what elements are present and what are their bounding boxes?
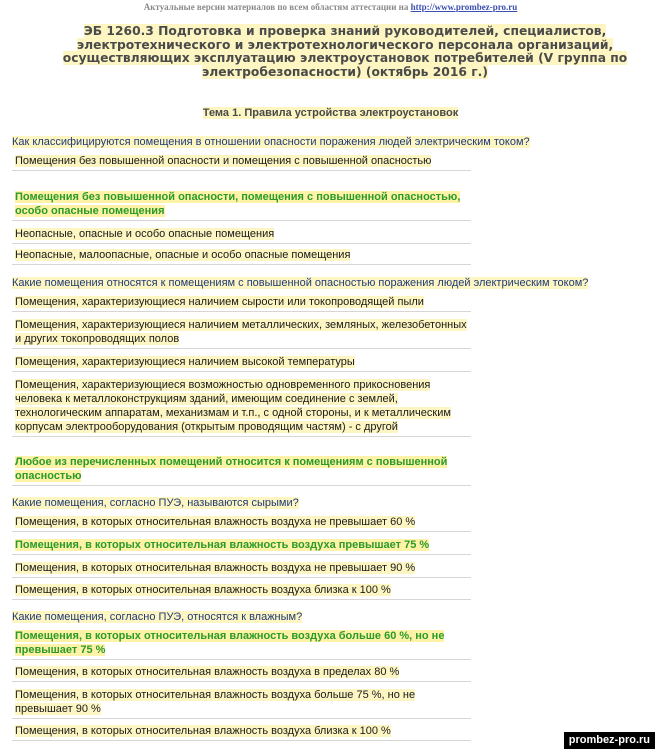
answer-2-3 bbox=[12, 353, 471, 372]
answer-2-4 bbox=[12, 376, 471, 437]
watermark: prombez-pro.ru bbox=[564, 732, 655, 749]
answer-1-3 bbox=[12, 225, 471, 244]
answer-4-3 bbox=[12, 686, 471, 719]
question-1 bbox=[12, 135, 652, 149]
question-1-text: Как классифицируются помещения в отношении опасности поражения людей электрическим током? bbox=[12, 136, 530, 148]
answer-3-4 bbox=[12, 581, 471, 600]
answer-2-4-text: Помещения, характеризующиеся возможностью одновременного прикосновения человека к металлоконструкциям зданий, имеющим соединение с землей, технологическим аппаратам, механизмам и т.п., с одной стороны, и к металлическим корпусам электрооборудования (открытым проводящим частям) - с другой bbox=[15, 379, 451, 433]
topic-heading-text: Тема 1. Правила устройства электроустановок bbox=[202, 107, 459, 119]
answer-3-4-text: Помещения, в которых относительная влажность воздуха близка к 100 % bbox=[15, 584, 391, 596]
answer-4-2-text: Помещения, в которых относительная влажность воздуха в пределах 80 % bbox=[15, 666, 400, 678]
answer-3-1 bbox=[12, 513, 471, 532]
answer-2-2 bbox=[12, 316, 471, 349]
answer-2-2-text: Помещения, характеризующиеся наличием металлических, земляных, железобетонных и других токопроводящих полов bbox=[15, 319, 467, 345]
answer-4-4 bbox=[12, 722, 471, 741]
top-banner bbox=[0, 2, 661, 12]
answer-2-3-text: Помещения, характеризующиеся наличием высокой температуры bbox=[15, 356, 355, 368]
question-4-text: Какие помещения, согласно ПУЭ, относятся к влажным? bbox=[12, 611, 303, 623]
question-3-text: Какие помещения, согласно ПУЭ, называются сырыми? bbox=[12, 497, 299, 509]
document-title-text: ЭБ 1260.3 Подготовка и проверка знаний руководителей, специалистов, электротехнического и электротехнологического персонала организаций, осуществляющих эксплуатацию электроустановок потребителей (V группа по электробезопасности) (октябрь 2016 г.) bbox=[62, 24, 628, 79]
answer-3-3 bbox=[12, 559, 471, 578]
answer-4-2 bbox=[12, 663, 471, 682]
answer-4-4-text: Помещения, в которых относительная влажность воздуха близка к 100 % bbox=[15, 725, 391, 737]
banner-text: Актуальные версии материалов по всем областям аттестации на bbox=[143, 2, 409, 12]
answer-1-4 bbox=[12, 246, 471, 265]
answer-1-4-text: Неопасные, малоопасные, опасные и особо опасные помещения bbox=[15, 249, 351, 261]
answer-2-5-text: Любое из перечисленных помещений относится к помещениям с повышенной опасностью bbox=[15, 456, 448, 482]
answer-4-3-text: Помещения, в которых относительная влажность воздуха больше 75 %, но не превышает 90 % bbox=[15, 689, 416, 715]
answer-1-1 bbox=[12, 152, 471, 171]
answer-1-2-text: Помещения без повышенной опасности, помещения с повышенной опасностью, особо опасные помещения bbox=[15, 191, 461, 217]
site-link[interactable]: http://www.prombez-pro.ru bbox=[410, 2, 518, 12]
question-3 bbox=[12, 496, 652, 510]
answer-2-5-correct bbox=[12, 453, 471, 486]
answer-3-2-text: Помещения, в которых относительная влажность воздуха превышает 75 % bbox=[15, 539, 430, 551]
document-title bbox=[60, 25, 630, 79]
question-2-text: Какие помещения относятся к помещениям с повышенной опасностью поражения людей электрическим током? bbox=[12, 277, 589, 289]
answer-3-2-correct bbox=[12, 536, 471, 555]
answer-1-3-text: Неопасные, опасные и особо опасные помещения bbox=[15, 228, 275, 240]
answer-4-1-text: Помещения, в которых относительная влажность воздуха больше 60 %, но не превышает 75 % bbox=[15, 630, 445, 656]
answer-1-2-correct bbox=[12, 188, 471, 221]
answer-1-1-text: Помещения без повышенной опасности и помещения с повышенной опасностью bbox=[15, 155, 432, 167]
answer-3-1-text: Помещения, в которых относительная влажность воздуха не превышает 60 % bbox=[15, 516, 416, 528]
answer-2-1-text: Помещения, характеризующиеся наличием сырости или токопроводящей пыли bbox=[15, 296, 424, 308]
answer-4-1-correct bbox=[12, 627, 471, 660]
question-2 bbox=[12, 276, 652, 290]
topic-heading bbox=[0, 107, 661, 119]
answer-2-1 bbox=[12, 293, 471, 312]
question-4 bbox=[12, 610, 652, 624]
answer-3-3-text: Помещения, в которых относительная влажность воздуха не превышает 90 % bbox=[15, 562, 416, 574]
